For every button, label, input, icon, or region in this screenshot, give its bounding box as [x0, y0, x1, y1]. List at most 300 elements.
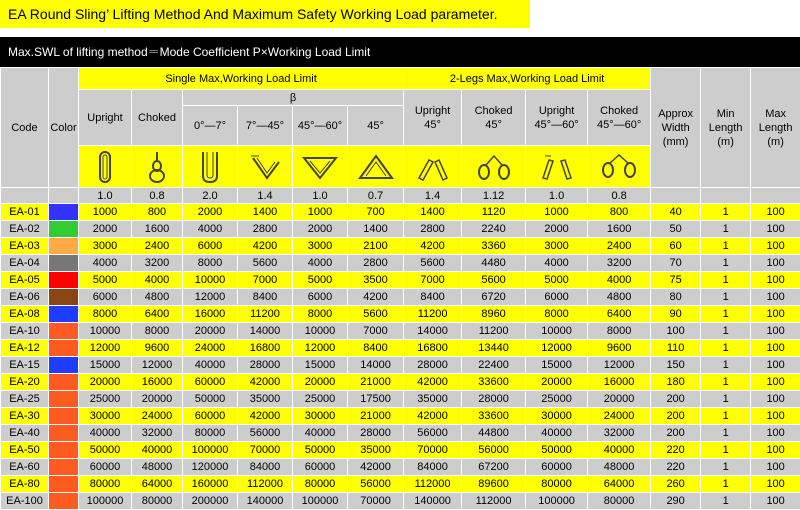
color-header: Color — [49, 68, 79, 188]
header-row-1 — [1, 68, 800, 90]
angle-45-header: 45° — [348, 106, 404, 146]
width-header — [651, 68, 701, 188]
value-cell: 40000 — [526, 425, 588, 442]
upright-sling-icon — [79, 146, 132, 188]
color-swatch — [49, 221, 79, 238]
value-cell: 28000 — [348, 425, 404, 442]
value-cell: 6400 — [588, 306, 651, 323]
value-cell: 1 — [701, 238, 751, 255]
table-row — [1, 476, 800, 493]
code-cell: EA-03 — [1, 238, 49, 255]
value-cell: 12000 — [293, 340, 348, 357]
value-cell: 100 — [751, 323, 800, 340]
table-row — [1, 340, 800, 357]
value-cell: 7000 — [238, 272, 293, 289]
value-cell: 1 — [701, 425, 751, 442]
color-swatch — [49, 340, 79, 357]
table-row — [1, 459, 800, 476]
value-cell: 1400 — [238, 204, 293, 221]
value-cell: 42000 — [404, 374, 462, 391]
value-cell: 25000 — [79, 391, 132, 408]
value-cell: 100 — [751, 425, 800, 442]
value-cell: 8000 — [293, 306, 348, 323]
value-cell: 2000 — [183, 204, 238, 221]
value-cell: 3000 — [293, 238, 348, 255]
table-row — [1, 442, 800, 459]
table-row — [1, 289, 800, 306]
value-cell: 1000 — [79, 204, 132, 221]
code-header: Code — [1, 68, 49, 188]
code-cell: EA-10 — [1, 323, 49, 340]
value-cell: 75 — [651, 272, 701, 289]
value-cell: 2000 — [79, 221, 132, 238]
basket-7-45-icon — [238, 146, 293, 188]
value-cell: 32000 — [132, 425, 183, 442]
color-swatch — [49, 238, 79, 255]
value-cell: 3200 — [132, 255, 183, 272]
value-cell: 100000 — [183, 442, 238, 459]
value-cell: 22400 — [462, 357, 526, 374]
value-cell: 44800 — [462, 425, 526, 442]
value-cell: 15000 — [293, 357, 348, 374]
value-cell: 5000 — [526, 272, 588, 289]
min-length-header — [701, 68, 751, 188]
value-cell: 70000 — [348, 493, 404, 510]
value-cell: 8000 — [183, 255, 238, 272]
value-cell: 12000 — [526, 340, 588, 357]
value-cell: 5600 — [238, 255, 293, 272]
coefficient-cell: 0.8 — [588, 188, 651, 204]
value-cell: 50000 — [79, 442, 132, 459]
value-cell: 50000 — [293, 442, 348, 459]
table-row — [1, 272, 800, 289]
color-swatch — [49, 289, 79, 306]
value-cell: 7000 — [348, 323, 404, 340]
value-cell: 260 — [651, 476, 701, 493]
value-cell: 8400 — [348, 340, 404, 357]
value-cell: 14000 — [404, 323, 462, 340]
value-cell: 10000 — [293, 323, 348, 340]
value-cell: 100 — [751, 493, 800, 510]
value-cell: 2800 — [348, 255, 404, 272]
two-leg-choked-45-60-icon — [588, 146, 651, 188]
value-cell: 1 — [701, 323, 751, 340]
color-swatch — [49, 391, 79, 408]
color-swatch — [49, 459, 79, 476]
value-cell: 1 — [701, 357, 751, 374]
code-cell: EA-50 — [1, 442, 49, 459]
value-cell: 112000 — [404, 476, 462, 493]
value-cell: 35000 — [348, 442, 404, 459]
table-row — [1, 374, 800, 391]
choked-45-line1: Choked — [462, 104, 525, 118]
value-cell: 800 — [132, 204, 183, 221]
value-cell: 4480 — [462, 255, 526, 272]
value-cell: 200 — [651, 408, 701, 425]
value-cell: 25000 — [293, 391, 348, 408]
upright-45-60-header — [526, 90, 588, 146]
max-length-header — [751, 68, 800, 188]
value-cell: 42000 — [238, 408, 293, 425]
value-cell: 60 — [651, 238, 701, 255]
value-cell: 8400 — [404, 289, 462, 306]
value-cell: 3360 — [462, 238, 526, 255]
value-cell: 8000 — [132, 323, 183, 340]
value-cell: 8000 — [588, 323, 651, 340]
value-cell: 800 — [588, 204, 651, 221]
value-cell: 48000 — [132, 459, 183, 476]
color-swatch — [49, 374, 79, 391]
value-cell: 14000 — [348, 357, 404, 374]
value-cell: 20000 — [79, 374, 132, 391]
value-cell: 100 — [751, 374, 800, 391]
color-swatch — [49, 408, 79, 425]
value-cell: 9600 — [588, 340, 651, 357]
value-cell: 140000 — [404, 493, 462, 510]
value-cell: 42000 — [404, 408, 462, 425]
value-cell: 40 — [651, 204, 701, 221]
value-cell: 100 — [751, 221, 800, 238]
upright-45-line1: Upright — [404, 104, 461, 118]
color-swatch — [49, 323, 79, 340]
value-cell: 12000 — [132, 357, 183, 374]
value-cell: 4000 — [79, 255, 132, 272]
table-row — [1, 221, 800, 238]
value-cell: 11200 — [462, 323, 526, 340]
value-cell: 6000 — [526, 289, 588, 306]
max-length-line3: (m) — [751, 135, 800, 149]
value-cell: 50000 — [526, 442, 588, 459]
color-swatch — [49, 493, 79, 510]
value-cell: 10000 — [79, 323, 132, 340]
upright-45-header — [404, 90, 462, 146]
coefficient-cell: 1.4 — [404, 188, 462, 204]
value-cell: 200000 — [183, 493, 238, 510]
value-cell: 8400 — [238, 289, 293, 306]
basket-45-60-icon — [293, 146, 348, 188]
value-cell: 100 — [751, 357, 800, 374]
code-cell: EA-25 — [1, 391, 49, 408]
beta-header: β — [183, 90, 404, 106]
value-cell: 160000 — [183, 476, 238, 493]
value-cell: 100 — [751, 442, 800, 459]
choked-45-60-line1: Choked — [588, 104, 650, 118]
value-cell: 10000 — [183, 272, 238, 289]
value-cell: 1 — [701, 221, 751, 238]
value-cell: 4800 — [588, 289, 651, 306]
value-cell: 12000 — [79, 340, 132, 357]
coefficient-blank — [751, 188, 800, 204]
value-cell: 1400 — [404, 204, 462, 221]
value-cell: 3000 — [526, 238, 588, 255]
value-cell: 40000 — [588, 442, 651, 459]
value-cell: 5600 — [462, 272, 526, 289]
color-swatch — [49, 272, 79, 289]
value-cell: 84000 — [404, 459, 462, 476]
value-cell: 80000 — [132, 493, 183, 510]
value-cell: 11200 — [404, 306, 462, 323]
value-cell: 4000 — [293, 255, 348, 272]
coef-blank-color — [49, 188, 79, 204]
table-row — [1, 204, 800, 221]
value-cell: 16000 — [183, 306, 238, 323]
value-cell: 220 — [651, 459, 701, 476]
value-cell: 1 — [701, 306, 751, 323]
value-cell: 2800 — [238, 221, 293, 238]
value-cell: 70 — [651, 255, 701, 272]
value-cell: 16000 — [588, 374, 651, 391]
width-header-line1: Approx — [651, 107, 700, 121]
value-cell: 1 — [701, 476, 751, 493]
min-length-line3: (m) — [701, 135, 750, 149]
code-cell: EA-06 — [1, 289, 49, 306]
value-cell: 100 — [751, 272, 800, 289]
value-cell: 20000 — [183, 323, 238, 340]
value-cell: 150 — [651, 357, 701, 374]
coefficient-cell: 1.0 — [526, 188, 588, 204]
value-cell: 100000 — [526, 493, 588, 510]
value-cell: 32000 — [588, 425, 651, 442]
value-cell: 28000 — [462, 391, 526, 408]
color-swatch — [49, 442, 79, 459]
code-cell: EA-20 — [1, 374, 49, 391]
color-swatch — [49, 204, 79, 221]
value-cell: 11200 — [238, 306, 293, 323]
value-cell: 112000 — [462, 493, 526, 510]
value-cell: 1 — [701, 255, 751, 272]
coefficient-cell: 1.4 — [238, 188, 293, 204]
coefficient-blank — [701, 188, 751, 204]
value-cell: 30000 — [526, 408, 588, 425]
value-cell: 100 — [751, 204, 800, 221]
value-cell: 84000 — [238, 459, 293, 476]
value-cell: 7000 — [404, 272, 462, 289]
value-cell: 80 — [651, 289, 701, 306]
value-cell: 14000 — [238, 323, 293, 340]
value-cell: 4000 — [132, 272, 183, 289]
value-cell: 28000 — [404, 357, 462, 374]
value-cell: 16800 — [238, 340, 293, 357]
code-cell: EA-15 — [1, 357, 49, 374]
value-cell: 4000 — [526, 255, 588, 272]
choked-sling-icon — [132, 146, 183, 188]
value-cell: 50000 — [183, 391, 238, 408]
value-cell: 1 — [701, 374, 751, 391]
value-cell: 1600 — [132, 221, 183, 238]
value-cell: 6400 — [132, 306, 183, 323]
value-cell: 100 — [751, 391, 800, 408]
value-cell: 15000 — [526, 357, 588, 374]
value-cell: 40000 — [183, 357, 238, 374]
value-cell: 8000 — [526, 306, 588, 323]
value-cell: 2000 — [526, 221, 588, 238]
value-cell: 20000 — [588, 391, 651, 408]
value-cell: 56000 — [462, 442, 526, 459]
value-cell: 17500 — [348, 391, 404, 408]
value-cell: 30000 — [293, 408, 348, 425]
value-cell: 60000 — [526, 459, 588, 476]
value-cell: 6720 — [462, 289, 526, 306]
value-cell: 1 — [701, 493, 751, 510]
value-cell: 60000 — [183, 374, 238, 391]
value-cell: 28000 — [238, 357, 293, 374]
coef-blank-code — [1, 188, 49, 204]
value-cell: 5600 — [348, 306, 404, 323]
value-cell: 12000 — [588, 357, 651, 374]
value-cell: 24000 — [183, 340, 238, 357]
value-cell: 33600 — [462, 374, 526, 391]
value-cell: 3000 — [79, 238, 132, 255]
value-cell: 290 — [651, 493, 701, 510]
value-cell: 56000 — [348, 476, 404, 493]
choked-45-60-line2: 45°—60° — [588, 118, 650, 132]
value-cell: 1600 — [588, 221, 651, 238]
value-cell: 2400 — [588, 238, 651, 255]
value-cell: 8960 — [462, 306, 526, 323]
value-cell: 4000 — [588, 272, 651, 289]
max-length-line1: Max — [751, 107, 800, 121]
value-cell: 120000 — [183, 459, 238, 476]
coefficient-cell: 1.0 — [79, 188, 132, 204]
value-cell: 16000 — [132, 374, 183, 391]
color-swatch — [49, 306, 79, 323]
value-cell: 50 — [651, 221, 701, 238]
value-cell: 56000 — [404, 425, 462, 442]
value-cell: 1 — [701, 272, 751, 289]
value-cell: 100 — [751, 340, 800, 357]
two-leg-choked-icon — [462, 146, 526, 188]
value-cell: 16800 — [404, 340, 462, 357]
choked-45-line2: 45° — [462, 118, 525, 132]
value-cell: 20000 — [132, 391, 183, 408]
choked-45-header — [462, 90, 526, 146]
value-cell: 5000 — [293, 272, 348, 289]
code-cell: EA-100 — [1, 493, 49, 510]
value-cell: 20000 — [526, 374, 588, 391]
value-cell: 100 — [751, 238, 800, 255]
value-cell: 200 — [651, 391, 701, 408]
value-cell: 1 — [701, 442, 751, 459]
formula-banner: Max.SWL of lifting method＝Mode Coefficient P×Working Load Limit — [0, 37, 800, 67]
angle-7-45-header: 7°—45° — [238, 106, 293, 146]
coefficient-cell: 0.7 — [348, 188, 404, 204]
value-cell: 64000 — [132, 476, 183, 493]
value-cell: 100 — [751, 408, 800, 425]
value-cell: 100000 — [293, 493, 348, 510]
value-cell: 1 — [701, 391, 751, 408]
value-cell: 140000 — [238, 493, 293, 510]
value-cell: 90 — [651, 306, 701, 323]
table-row — [1, 391, 800, 408]
value-cell: 100 — [751, 306, 800, 323]
value-cell: 10000 — [526, 323, 588, 340]
color-swatch — [49, 255, 79, 272]
page-title: EA Round Sling’ Lifting Method And Maximum Safety Working Load parameter. — [0, 0, 530, 28]
value-cell: 40000 — [293, 425, 348, 442]
value-cell: 20000 — [293, 374, 348, 391]
value-cell: 4200 — [404, 238, 462, 255]
value-cell: 48000 — [588, 459, 651, 476]
value-cell: 3200 — [588, 255, 651, 272]
value-cell: 21000 — [348, 374, 404, 391]
code-cell: EA-80 — [1, 476, 49, 493]
coefficient-cell: 0.8 — [132, 188, 183, 204]
value-cell: 100 — [751, 289, 800, 306]
max-length-line2: Length — [751, 121, 800, 135]
color-swatch — [49, 425, 79, 442]
table-row — [1, 238, 800, 255]
load-table — [0, 67, 800, 510]
value-cell: 4200 — [348, 289, 404, 306]
value-cell: 30000 — [79, 408, 132, 425]
table-row — [1, 493, 800, 510]
value-cell: 33600 — [462, 408, 526, 425]
code-cell: EA-05 — [1, 272, 49, 289]
value-cell: 1 — [701, 408, 751, 425]
code-cell: EA-02 — [1, 221, 49, 238]
basket-45-icon — [348, 146, 404, 188]
value-cell: 2800 — [404, 221, 462, 238]
value-cell: 40000 — [79, 425, 132, 442]
upright-45-60-line1: Upright — [526, 104, 587, 118]
coefficient-row — [1, 188, 800, 204]
two-leg-upright-45-60-icon — [526, 146, 588, 188]
value-cell: 24000 — [132, 408, 183, 425]
code-cell: EA-01 — [1, 204, 49, 221]
value-cell: 64000 — [588, 476, 651, 493]
value-cell: 1000 — [526, 204, 588, 221]
value-cell: 100 — [651, 323, 701, 340]
code-cell: EA-40 — [1, 425, 49, 442]
width-header-line2: Width — [651, 121, 700, 135]
code-cell: EA-30 — [1, 408, 49, 425]
coefficient-blank — [651, 188, 701, 204]
table-row — [1, 357, 800, 374]
value-cell: 1 — [701, 204, 751, 221]
value-cell: 3500 — [348, 272, 404, 289]
value-cell: 5000 — [79, 272, 132, 289]
value-cell: 40000 — [132, 442, 183, 459]
min-length-line1: Min — [701, 107, 750, 121]
value-cell: 25000 — [526, 391, 588, 408]
angle-45-60-header: 45°—60° — [293, 106, 348, 146]
value-cell: 1120 — [462, 204, 526, 221]
single-group-header: Single Max,Working Load Limit — [79, 68, 404, 90]
table-row — [1, 425, 800, 442]
value-cell: 21000 — [348, 408, 404, 425]
value-cell: 67200 — [462, 459, 526, 476]
value-cell: 1000 — [293, 204, 348, 221]
value-cell: 6000 — [293, 289, 348, 306]
value-cell: 100000 — [79, 493, 132, 510]
value-cell: 1400 — [348, 221, 404, 238]
value-cell: 13440 — [462, 340, 526, 357]
coefficient-cell: 1.12 — [462, 188, 526, 204]
value-cell: 100 — [751, 459, 800, 476]
value-cell: 42000 — [348, 459, 404, 476]
value-cell: 1 — [701, 340, 751, 357]
value-cell: 12000 — [183, 289, 238, 306]
basket-vertical-icon — [183, 146, 238, 188]
choked-header: Choked — [132, 90, 183, 146]
min-length-line2: Length — [701, 121, 750, 135]
value-cell: 80000 — [183, 425, 238, 442]
value-cell: 6000 — [183, 238, 238, 255]
value-cell: 70000 — [238, 442, 293, 459]
value-cell: 56000 — [238, 425, 293, 442]
table-row — [1, 408, 800, 425]
code-cell: EA-12 — [1, 340, 49, 357]
